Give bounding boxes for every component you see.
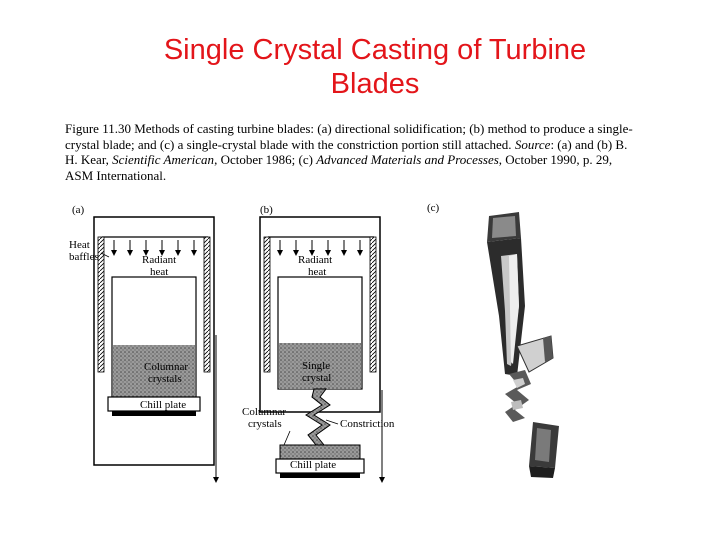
columnar-crystals-a-2: crystals [148,373,182,385]
radiant-heat-a-1: Radiant [142,254,177,266]
casting-diagrams [64,195,424,485]
chill-plate-b-label: Chill plate [290,459,337,471]
constriction-label: Constriction [340,418,395,430]
caption-journal-2: Advanced Materials and Processes [316,152,499,167]
photo-label: (c) [427,202,440,214]
diagram-a-label: (a) [72,204,85,216]
single-crystal-1: Single [302,360,331,372]
heat-baffles-label-2: baffles [69,251,99,263]
figure-caption [65,121,640,183]
radiant-heat-b-2: heat [308,266,327,278]
heat-baffles-label-1: Heat [69,239,90,251]
diagram-b-label: (b) [260,204,273,216]
heat-arrows-a [114,240,194,253]
diagram-a [69,204,216,480]
radiant-heat-b-1: Radiant [298,254,333,266]
columnar-crystals-b-2: crystals [248,418,282,430]
caption-text-4: , October 1990, p. 29, ASM International. [65,152,613,183]
slide-title-line1: Single Crystal Casting of Turbine [163,34,587,66]
slide-title-line2: Blades [330,68,420,100]
caption-text-2: : (a) and (b) B. H. Kear, [65,136,628,167]
slide-title [95,33,655,101]
diagram-b [242,204,395,480]
columnar-crystals-b-1: Columnar [242,406,286,418]
constriction-helix [306,389,330,445]
columnar-crystals-a-1: Columnar [144,361,188,373]
chill-plate-a-label: Chill plate [140,399,187,411]
radiant-heat-a-2: heat [150,266,169,278]
single-crystal-2: crystal [302,372,332,384]
caption-source-label: Source [514,136,551,152]
heat-arrows-b [280,240,360,253]
caption-text-1: Figure 11.30 Methods of casting turbine blades: (a) directional solidification; (b) method to produce a single-crystal blade; and (c) a single-crystal blade with the constriction portion still attached. [65,121,633,152]
caption-text-3: , October 1986; (c) [214,152,317,167]
turbine-blade-photo [425,196,595,484]
caption-journal-1: Scientific American [112,152,215,167]
